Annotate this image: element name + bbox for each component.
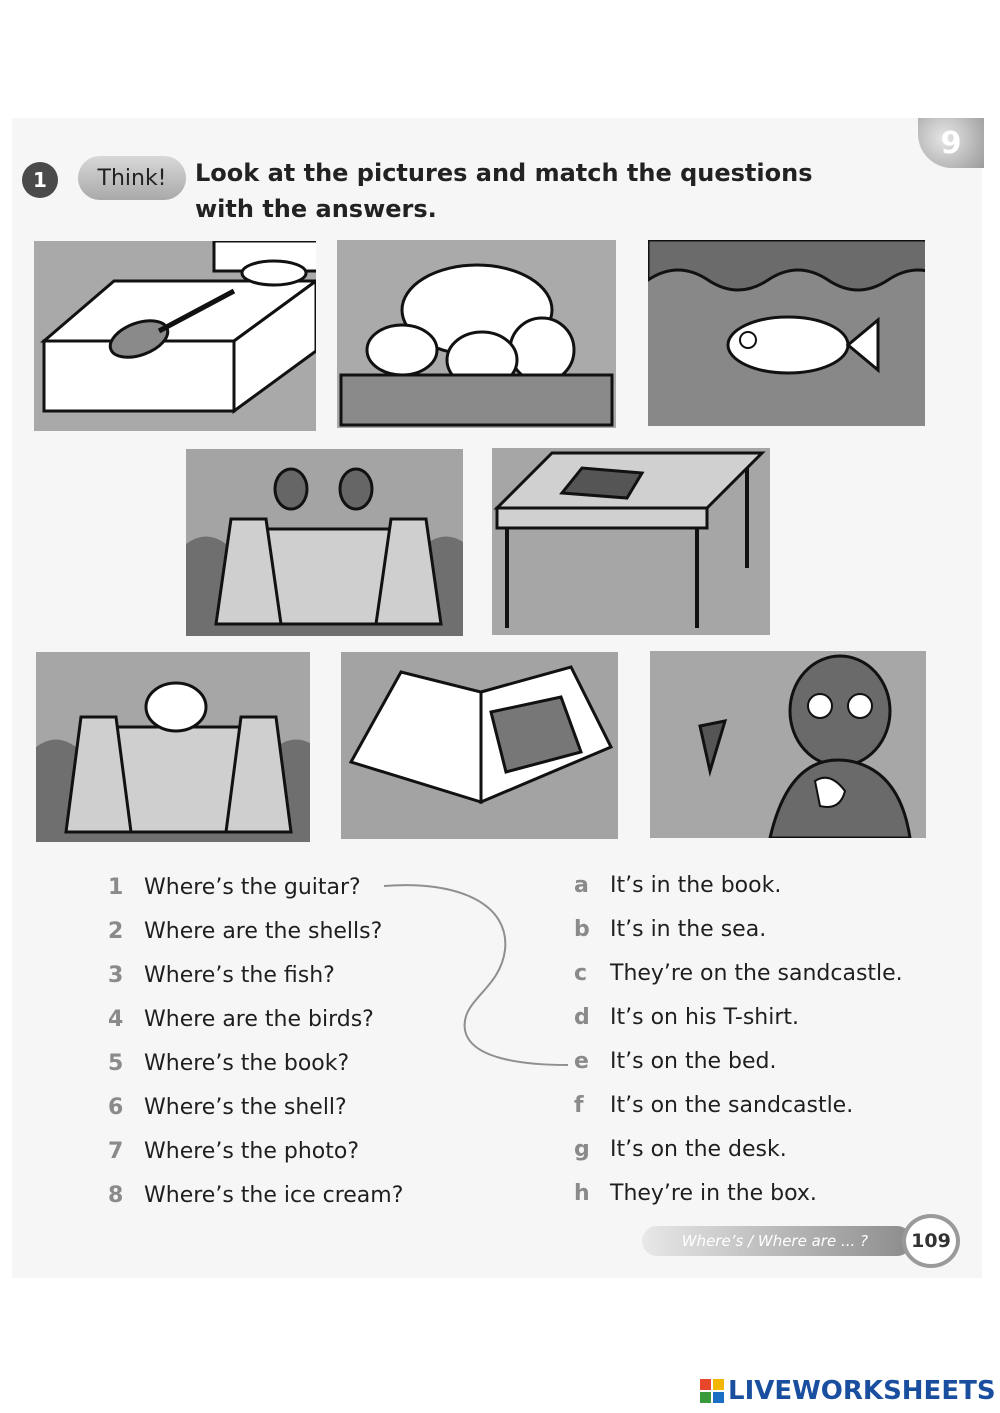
question-number: 8 [108, 1183, 124, 1208]
question-number: 4 [108, 1007, 124, 1032]
brand-logo-icon [700, 1379, 724, 1403]
answer-letter: e [574, 1049, 589, 1074]
question-text: Where’s the photo? [144, 1139, 360, 1164]
question-number: 7 [108, 1139, 124, 1164]
question-text: Where are the shells? [144, 919, 383, 944]
question-text: Where’s the guitar? [144, 875, 361, 900]
answer-letter: d [574, 1005, 590, 1030]
question-text: Where’s the fish? [144, 963, 335, 988]
question-number: 6 [108, 1095, 124, 1120]
picture-guitar-on-bed [34, 241, 316, 431]
answer-letter: f [574, 1093, 584, 1118]
picture-fish-in-sea [648, 240, 925, 426]
picture-ice-cream-on-tshirt [650, 651, 926, 838]
answer-letter: h [574, 1181, 590, 1206]
question-number: 2 [108, 919, 124, 944]
question-text: Where’s the ice cream? [144, 1183, 404, 1208]
answer-text: It’s on the bed. [610, 1049, 777, 1074]
think-badge: Think! [78, 156, 186, 200]
answer-text: It’s on the desk. [610, 1137, 787, 1162]
picture-book-on-desk [492, 448, 770, 635]
brand-logo [700, 1376, 996, 1406]
question-number: 3 [108, 963, 124, 988]
answer-letter: a [574, 873, 589, 898]
answer-text: It’s in the sea. [610, 917, 767, 942]
answer-text: They’re on the sandcastle. [610, 961, 903, 986]
question-number: 1 [108, 875, 124, 900]
brand-name: LIVEWORKSHEETS [728, 1376, 996, 1406]
unit-tab: 9 [918, 118, 984, 168]
exercise-number: 1 [22, 162, 58, 198]
picture-shell-on-sandcastle [36, 652, 310, 842]
question-text: Where’s the shell? [144, 1095, 347, 1120]
footer-topic-bar: Where’s / Where are ... ? [642, 1226, 912, 1256]
answer-letter: g [574, 1137, 590, 1162]
question-text: Where’s the book? [144, 1051, 350, 1076]
instruction-text: Look at the pictures and match the questions with the answers. [195, 159, 813, 223]
question-number: 5 [108, 1051, 124, 1076]
picture-birds-on-sandcastle [186, 449, 463, 636]
answer-letter: c [574, 961, 588, 986]
answer-text: They’re in the box. [610, 1181, 817, 1206]
answer-letter: b [574, 917, 590, 942]
picture-shells-in-box [337, 240, 616, 428]
page-number: 109 [902, 1214, 960, 1268]
answer-text: It’s on his T-shirt. [610, 1005, 800, 1030]
answer-text: It’s on the sandcastle. [610, 1093, 854, 1118]
picture-photo-in-book [341, 652, 618, 839]
question-text: Where are the birds? [144, 1007, 374, 1032]
answer-text: It’s in the book. [610, 873, 782, 898]
